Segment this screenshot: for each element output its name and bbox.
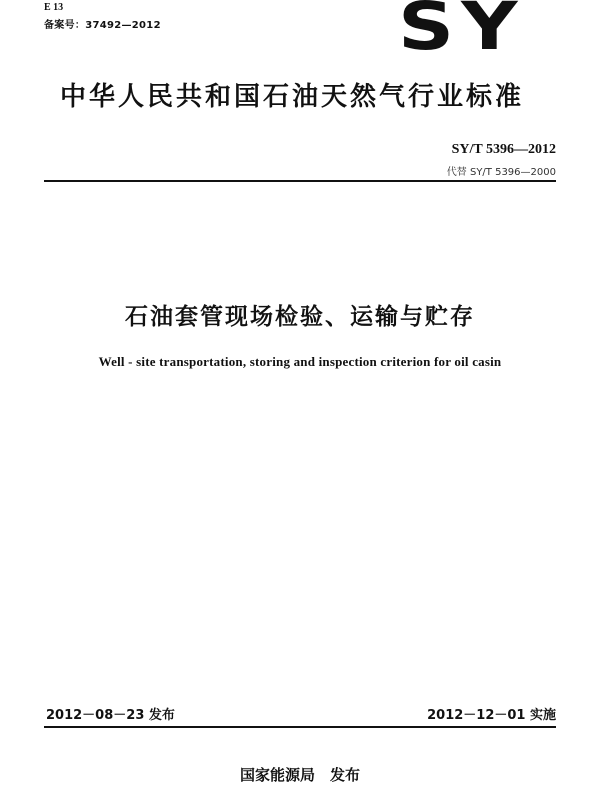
issue-date: 2012－08－23 发布 (46, 708, 175, 723)
filing-number: 备案号：37492—2012 (44, 20, 161, 31)
standard-number: SY/T 5396—2012 (451, 142, 556, 157)
ics-code: E 13 (44, 2, 64, 13)
document-title-english: Well - site transportation, storing and inspection criterion for oil casin (98, 354, 502, 369)
implementation-date: 2012－12－01 实施 (427, 708, 556, 723)
sy-logo: SY (398, 0, 525, 65)
document-title-chinese: 石油套管现场检验、运输与贮存 (125, 304, 475, 330)
bottom-divider (44, 726, 556, 728)
publisher: 国家能源局 发布 (239, 766, 360, 784)
top-divider (44, 180, 556, 182)
standard-category-title: 中华人民共和国石油天然气行业标准 (60, 82, 525, 112)
replaces-standard: 代替 SY/T 5396—2000 (446, 167, 556, 178)
